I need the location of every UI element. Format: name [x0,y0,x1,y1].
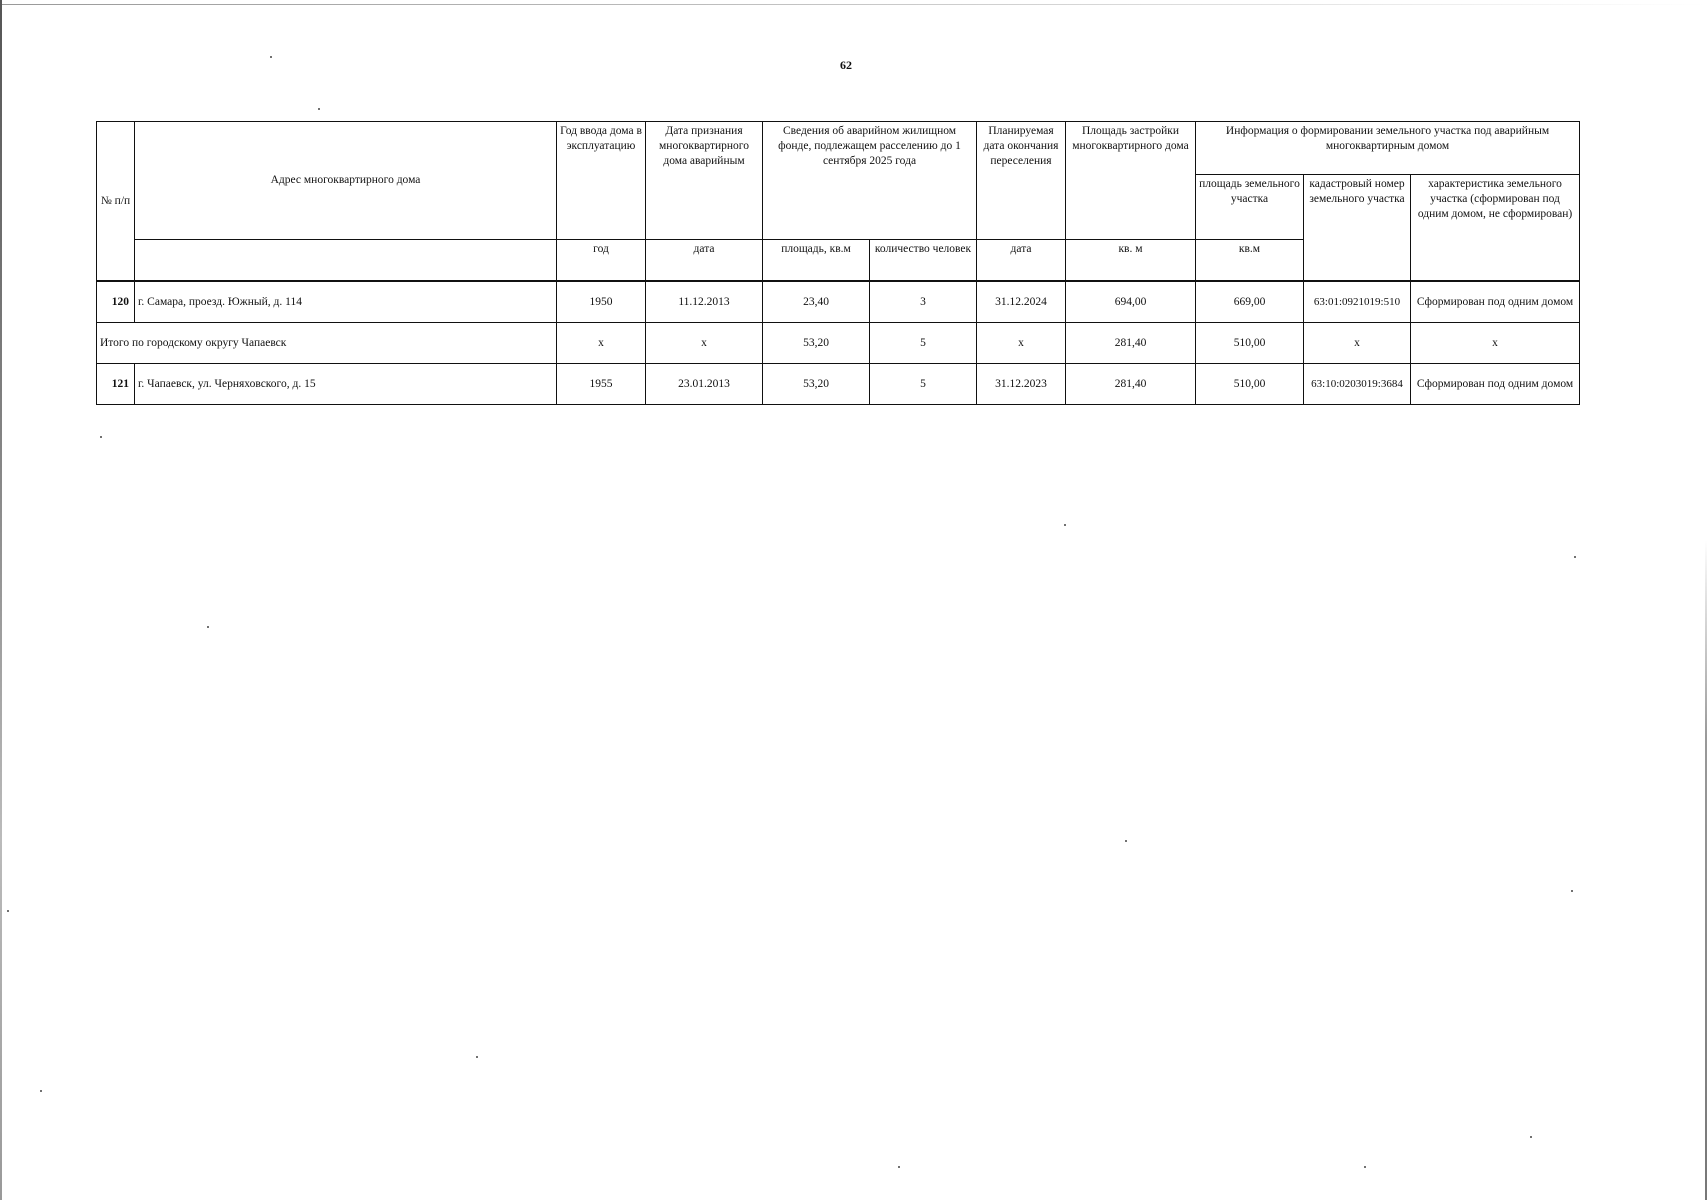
row-cadastral: 63:01:0921019:510 [1304,281,1411,323]
scan-speck [270,56,272,58]
housing-registry-table [96,121,1580,405]
scan-speck [40,1090,42,1092]
row-area: 23,40 [763,281,870,323]
unit-area: площадь, кв.м [763,240,870,282]
unit-building-sqm: кв. м [1066,240,1196,282]
header-cadastral: кадастровый номер земельного участка [1304,175,1411,282]
scan-speck [7,910,9,912]
unit-address-blank [135,240,557,282]
row-planned: 31.12.2023 [977,364,1066,405]
scan-speck [1364,1166,1366,1168]
header-row-1 [97,122,1580,175]
total-land-char: x [1411,323,1580,364]
unit-year: год [557,240,646,282]
total-label: Итого по городскому округу Чапаевск [97,323,557,364]
scan-speck [1125,840,1127,842]
header-date-recognized: Дата признания многоквартирного дома аварийным [646,122,763,240]
row-cadastral: 63:10:0203019:3684 [1304,364,1411,405]
table-row [97,364,1580,405]
total-people: 5 [870,323,977,364]
scan-speck [898,1166,900,1168]
header-year-built: Год ввода дома в эксплуатацию [557,122,646,240]
row-building-area: 281,40 [1066,364,1196,405]
unit-date: дата [646,240,763,282]
table-row [97,281,1580,323]
header-num: № п/п [97,122,135,282]
total-land-area: 510,00 [1196,323,1304,364]
row-people: 3 [870,281,977,323]
total-year: x [557,323,646,364]
row-address: г. Чапаевск, ул. Черняховского, д. 15 [135,364,557,405]
header-land-char: характеристика земельного участка (сформирован под одним домом, не сформирован) [1411,175,1580,282]
header-address: Адрес многоквартирного дома [135,122,557,240]
row-num: 121 [97,364,135,405]
scan-edge-top [0,4,1707,5]
row-people: 5 [870,364,977,405]
row-building-area: 694,00 [1066,281,1196,323]
scan-speck [1574,556,1576,558]
scan-edge-left [0,0,2,1200]
total-cadastral: x [1304,323,1411,364]
scan-speck [318,108,320,110]
row-year: 1950 [557,281,646,323]
scan-speck [1571,890,1573,892]
scan-speck [1064,524,1066,526]
total-building-area: 281,40 [1066,323,1196,364]
total-date: x [646,323,763,364]
header-land-info: Информация о формировании земельного участка под аварийным многоквартирным домом [1196,122,1580,175]
row-area: 53,20 [763,364,870,405]
row-date: 11.12.2013 [646,281,763,323]
header-housing-info: Сведения об аварийном жилищном фонде, подлежащем расселению до 1 сентября 2025 года [763,122,977,240]
header-building-area: Площадь застройки многоквартирного дома [1066,122,1196,240]
unit-land-sqm: кв.м [1196,240,1304,282]
scan-speck [207,626,209,628]
row-date: 23.01.2013 [646,364,763,405]
row-address: г. Самара, проезд. Южный, д. 114 [135,281,557,323]
header-planned-date: Планируемая дата окончания переселения [977,122,1066,240]
row-year: 1955 [557,364,646,405]
row-land-area: 510,00 [1196,364,1304,405]
total-row [97,323,1580,364]
unit-planned-date: дата [977,240,1066,282]
row-land-area: 669,00 [1196,281,1304,323]
unit-people: количество человек [870,240,977,282]
row-planned: 31.12.2024 [977,281,1066,323]
page-number: 62 [840,58,852,72]
row-land-char: Сформирован под одним домом [1411,364,1580,405]
header-land-area: площадь земельного участка [1196,175,1304,240]
scan-speck [100,436,102,438]
total-area: 53,20 [763,323,870,364]
row-land-char: Сформирован под одним домом [1411,281,1580,323]
total-planned: x [977,323,1066,364]
row-num: 120 [97,281,135,323]
scan-speck [1530,1136,1532,1138]
scan-speck [476,1056,478,1058]
